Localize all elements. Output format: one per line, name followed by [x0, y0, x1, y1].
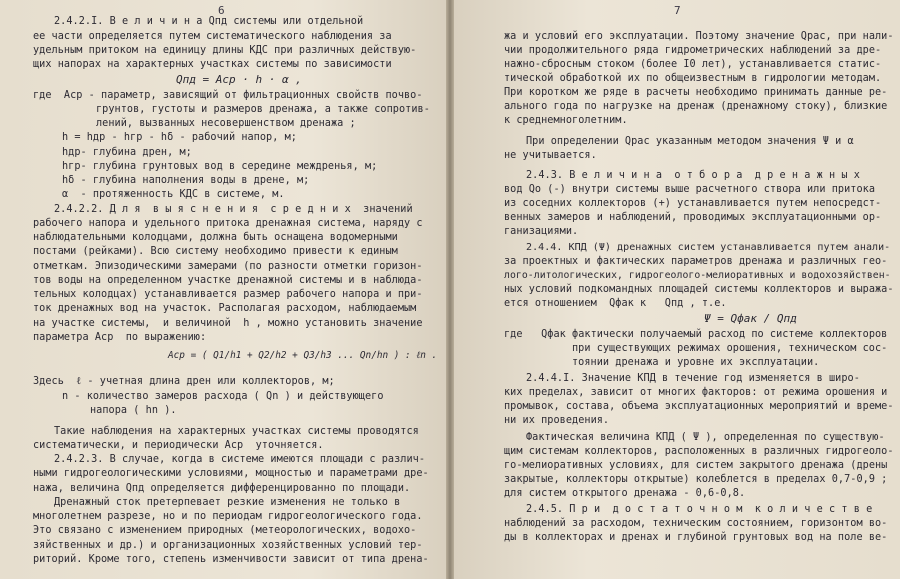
text-line: многолетнем разрезе, но и по периодам гидрогеологического года. [33, 511, 423, 522]
page-number: 6 [218, 4, 225, 17]
text-line: риторий. Кроме того, степень изменчивости зависит от типа дрена- [33, 554, 429, 565]
text-line: Здесь ℓ - учетная длина дрен или коллекторов, м; [33, 376, 335, 387]
formula-discharge: Qпд = Аср · h · α , [176, 73, 302, 86]
text-line: α - протяженность КДС в системе, м. [62, 189, 285, 200]
left-page [0, 0, 446, 579]
text-line: зяйственных и др.) и организационных хозяйственных условий тер- [33, 540, 423, 551]
text-line: из соседних коллекторов (+) устанавливается путем непосредст- [504, 198, 882, 209]
text-line: отметкам. Эпизодическими замерами (по разности отметки горизон- [33, 261, 423, 272]
text-line: ется отношением Qфак к Qпд , т.е. [504, 298, 727, 309]
text-line: рабочего напора и удельного притока дренажная система, наряду с [33, 218, 423, 229]
text-line: При определении Qрас указанным методом значения Ψ и α [526, 136, 854, 147]
text-line: 2.4.2.3. В случае, когда в системе имеются площади с различ- [54, 454, 426, 465]
text-line: параметра Аср по выражению: [33, 332, 207, 343]
text-line: напора ( hn ). [90, 405, 177, 416]
text-line: щим системам коллекторов, расположенных в различных гидрогеоло- [504, 446, 894, 457]
formula-efficiency: Ψ = Qфак / Qпд [704, 312, 797, 325]
text-line: жа и условий его эксплуатации. Поэтому значение Qрас, при нали- [504, 31, 894, 42]
text-line: ганизациями. [504, 226, 579, 237]
text-line: систематически, и периодически Аср уточняется. [33, 440, 324, 451]
text-line: венных замеров и наблюдений, проводимых эксплуатационными ор- [504, 212, 882, 223]
text-line: Это связано с изменением природных (метеорологических, водохо- [33, 525, 417, 536]
text-line: наблюдений за расходом, техническим состоянием, горизонтом во- [504, 518, 888, 529]
book-gutter [446, 0, 454, 579]
right-page [454, 0, 900, 579]
text-line: hдр- глубина дрен, м; [62, 147, 192, 158]
text-line: Такие наблюдения на характерных участках системы проводятся [54, 426, 419, 437]
text-line: 2.4.4.I. Значение КПД в течение год изменяется в широ- [526, 373, 860, 384]
formula-parameter: Аср = ( Q1/h1 + Q2/h2 + Q3/h3 ... Qn/hn ) : ℓn . [168, 350, 438, 361]
text-line: вод Qo (-) внутри системы выше расчетного створа или притока [504, 184, 876, 195]
text-line: ее части определяется путем систематического наблюдения за [33, 31, 392, 42]
text-line: промывок, состава, объема эксплуатационных мероприятий и време- [504, 401, 894, 412]
text-line: за проектных и фактических параметров дренажа и различных гео- [504, 256, 888, 267]
text-line: При коротком же ряде в расчеты необходимо принимать данные ре- [504, 87, 888, 98]
text-line: h = hдр - hгр - hδ - рабочий напор, м; [62, 132, 297, 143]
text-line: n - количество замеров расхода ( Qn ) и действующего [62, 391, 384, 402]
text-line: щих напорах на характерных участках системы по зависимости [33, 59, 392, 70]
text-line: при существующих режимах орошения, техническом сос- [572, 343, 888, 354]
text-line: 2.4.4. КПД (Ψ) дренажных систем устанавливается путем анали- [526, 242, 891, 253]
text-line: hгр- глубина грунтовых вод в середине междренья, м; [62, 161, 378, 172]
text-line: тов воды на определенном участке дренажной системы и в наблюда- [33, 275, 423, 286]
text-line: нажа, величина Qпд определяется дифференцированно по площади. [33, 483, 411, 494]
text-line: нажно-сбросным стоком (более I0 лет), устанавливается статис- [504, 59, 882, 70]
text-line: к среднемноголетним. [504, 115, 628, 126]
text-line: удельным притоком на единицу длины КДС при различных действую- [33, 45, 417, 56]
text-line: чии продолжительного ряда гидрометрических наблюдений за дре- [504, 45, 882, 56]
text-line: на участке системы, и величиной h , можно установить значение [33, 318, 423, 329]
text-line: не учитывается. [504, 150, 597, 161]
page-number: 7 [674, 4, 681, 17]
text-line: Фактическая величина КПД ( Ψ ), определенная по существую- [526, 432, 885, 443]
text-line: 2.4.3. В е л и ч и н а о т б о р а д р е н а ж н ы х [526, 170, 860, 181]
text-line: ными гидрогеологическими условиями, мощностью и параметрами дре- [33, 468, 429, 479]
text-line: 2.4.5. П р и д о с т а т о ч н о м к о л и ч е с т в е [526, 504, 873, 515]
text-line: Дренажный сток претерпевает резкие изменения не только в [54, 497, 401, 508]
text-line: закрытые, коллекторы открытые) колеблется в пределах 0,7-0,9 ; [504, 474, 888, 485]
text-line: ды в коллекторах и дренах и глубиной грунтовых вод на поле ве- [504, 532, 888, 543]
text-line: го-мелиоративных условиях, для систем закрытого дренажа (дрены [504, 460, 888, 471]
text-line: 2.4.2.2. Д л я в ы я с н е н и я с р е д н и х значений [54, 204, 413, 215]
text-line: тельных колодцах) устанавливается размер рабочего напора и при- [33, 289, 423, 300]
text-line: ни их проведения. [504, 415, 610, 426]
text-line: где Аср - параметр, зависящий от фильтрационных свойств почво- [33, 90, 423, 101]
text-line: ных условий подкомандных площадей системы коллекторов и выража- [504, 284, 894, 295]
text-line: тоянии дренажа и уровне их эксплуатации. [572, 357, 820, 368]
text-line: где Qфак фактически получаемый расход по системе коллекторов [504, 329, 888, 340]
text-line: hδ - глубина наполнения воды в дрене, м; [62, 175, 310, 186]
text-line: грунтов, густоты и размеров дренажа, а также сопротив- [96, 104, 430, 115]
text-line: ального года по нагрузке на дренаж (дренажному стоку), близкие [504, 101, 888, 112]
text-line: лений, вызванных несовершенством дренажа ; [96, 118, 356, 129]
text-line: лого-литологических, гидрогеолого-мелиоративных и водохозяйствен- [504, 270, 891, 281]
text-line: тической обработкой их по общеизвестным в гидрологии методам. [504, 73, 882, 84]
text-line: ток дренажных вод на участок. Располагая расходом, наблюдаемым [33, 303, 417, 314]
text-line: постами (рейками). Всю систему необходимо привести к единым [33, 246, 398, 257]
text-line: 2.4.2.I. В е л и ч и н а Qпд системы или отдельной [54, 16, 364, 27]
text-line: наблюдательными колодцами, должна быть оснащена водомерными [33, 232, 398, 243]
text-line: ких пределах, зависит от многих факторов: от режима орошения и [504, 387, 888, 398]
text-line: для систем открытого дренажа - 0,6-0,8. [504, 488, 746, 499]
